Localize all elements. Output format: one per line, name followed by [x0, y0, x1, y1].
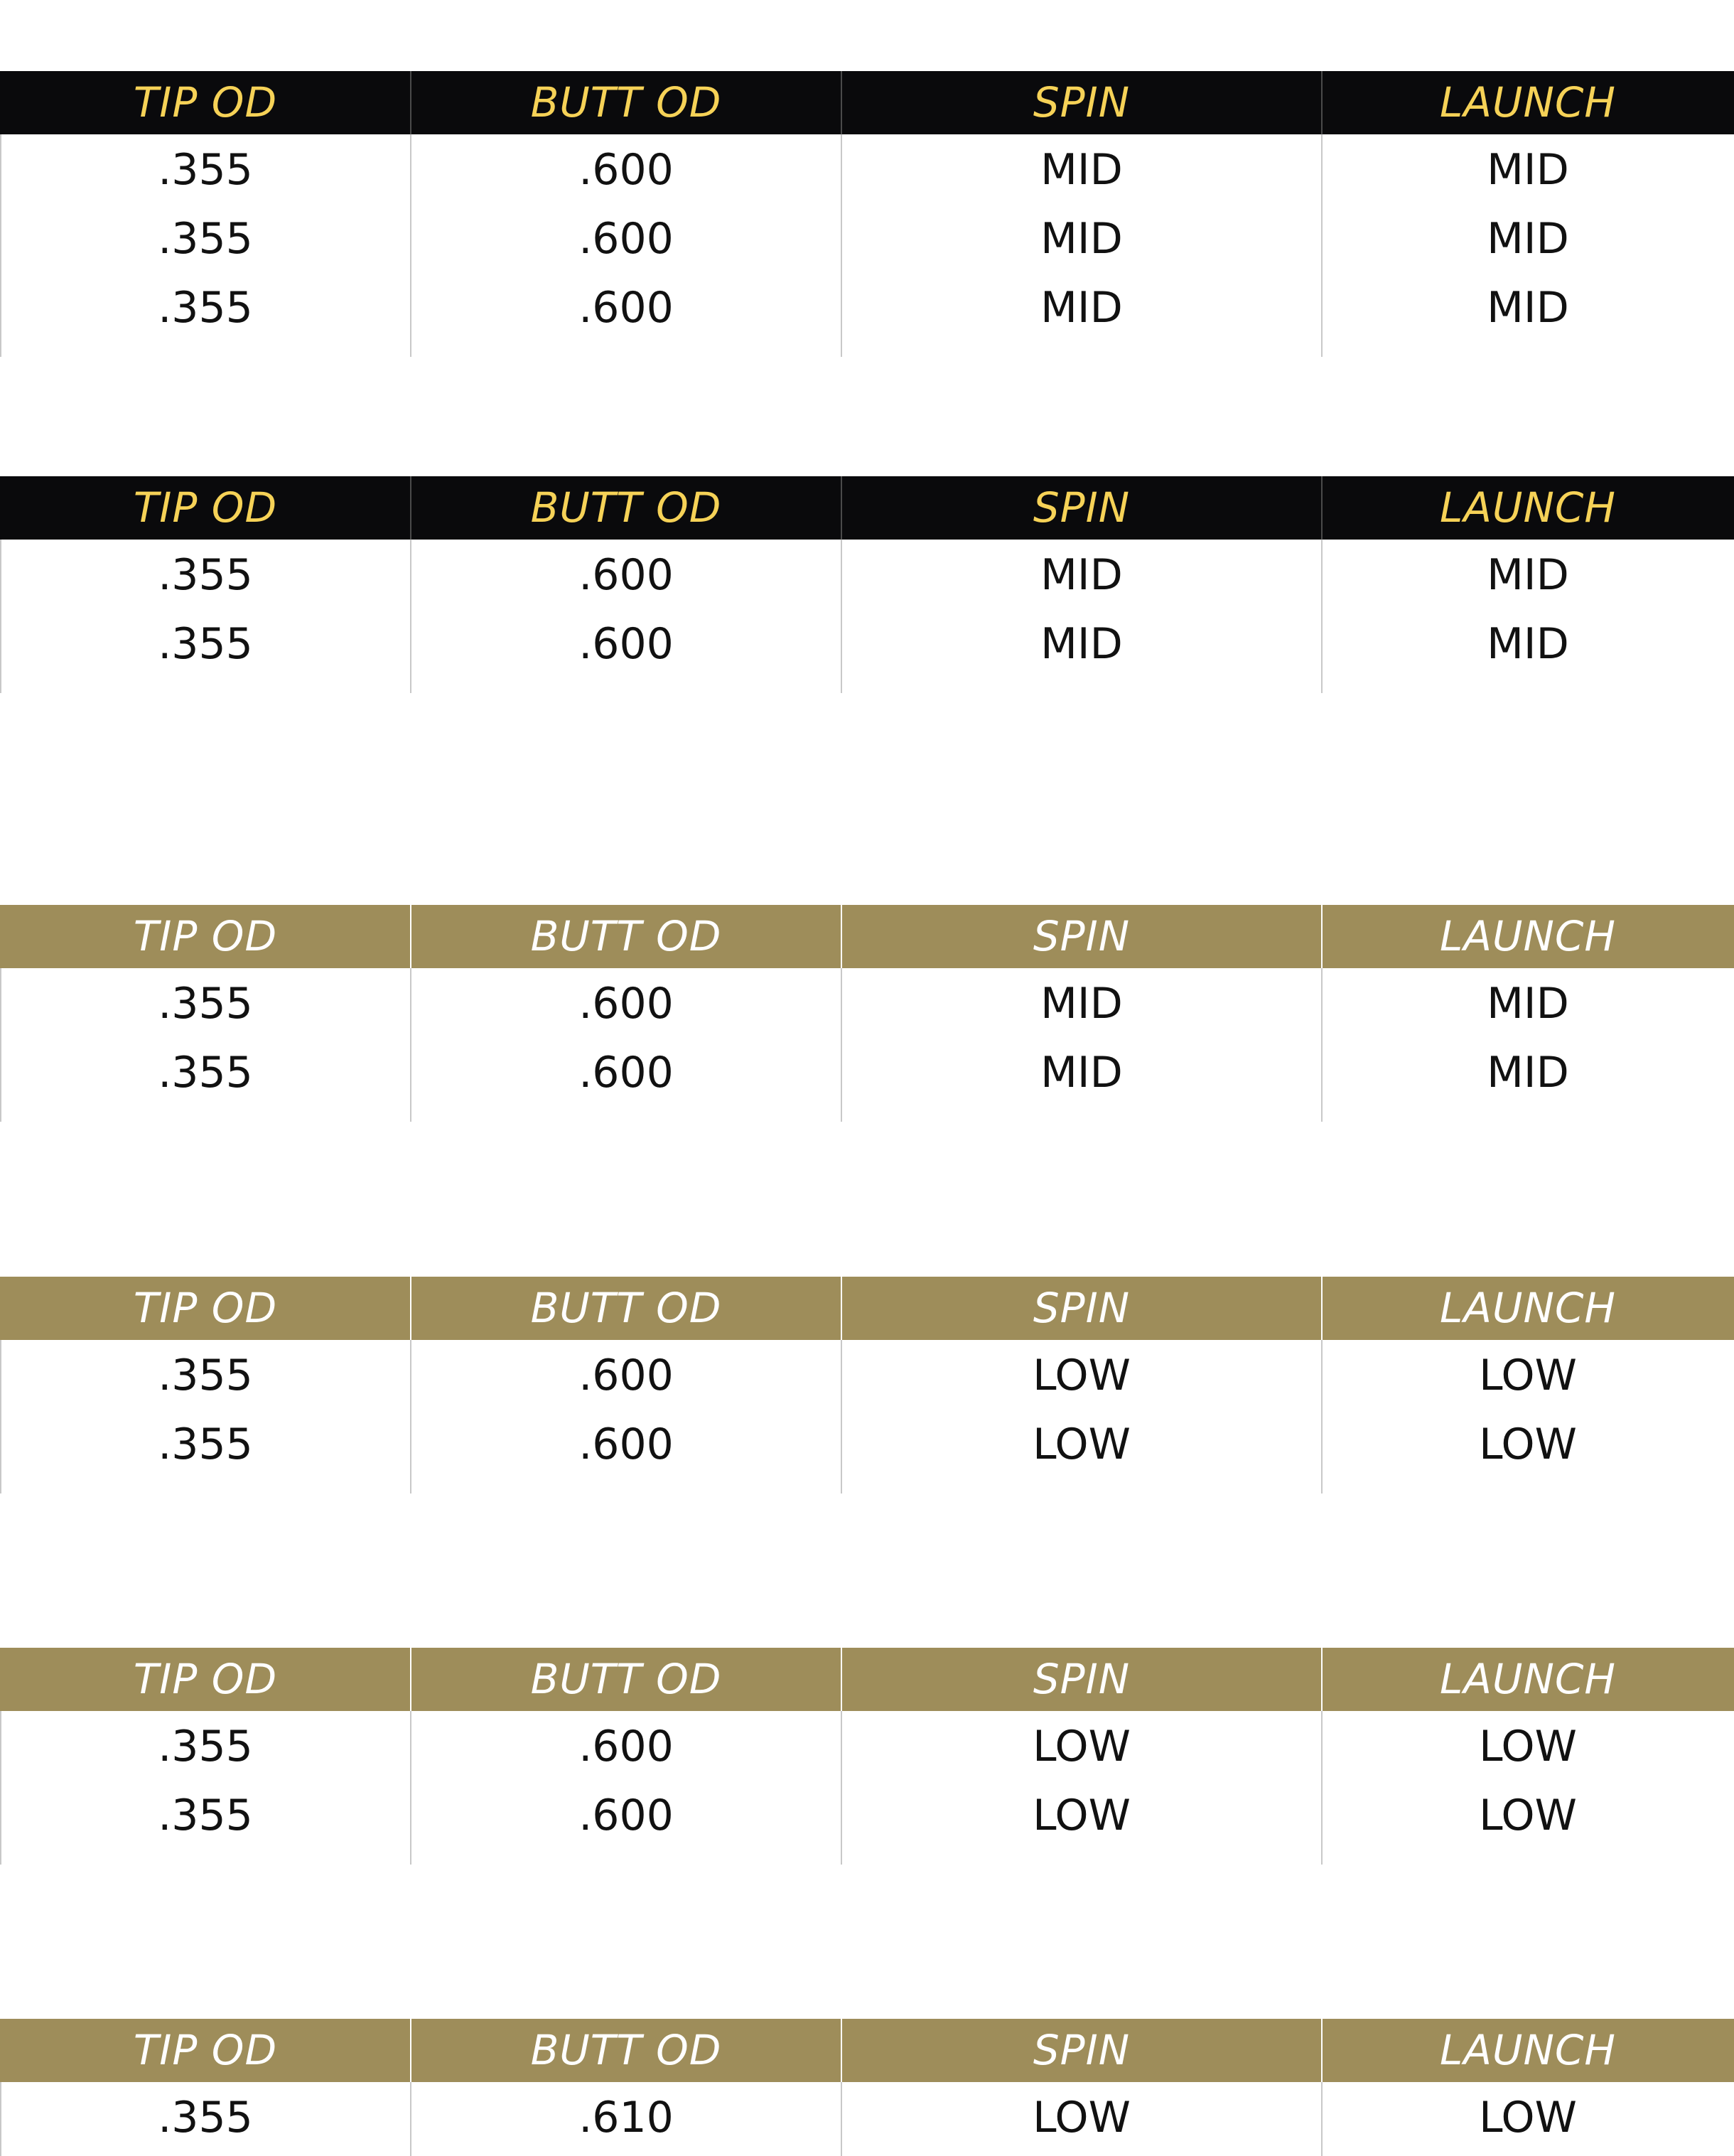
cell-butt-od: .600 — [578, 1351, 674, 1400]
cell-tip-od: .355 — [158, 2093, 253, 2142]
cell-tip-od: .355 — [158, 1048, 253, 1098]
cell-spin: LOW — [1033, 1420, 1131, 1469]
header-spin: SPIN — [1033, 1655, 1131, 1703]
header-divider — [410, 71, 411, 134]
header-spin: SPIN — [1033, 78, 1131, 127]
cell-tip-od: .355 — [158, 1420, 253, 1469]
header-butt-od: BUTT OD — [530, 78, 722, 127]
cell-butt-od: .600 — [578, 1791, 674, 1840]
header-launch: LAUNCH — [1440, 2026, 1616, 2074]
table-header-row — [0, 1648, 1734, 1711]
cell-launch: MID — [1487, 145, 1569, 195]
header-tip-od: TIP OD — [133, 2026, 278, 2074]
table-header-row — [0, 476, 1734, 540]
cell-tip-od: .355 — [158, 214, 253, 264]
header-divider — [1321, 905, 1323, 968]
cell-butt-od: .600 — [578, 214, 674, 264]
cell-butt-od: .610 — [578, 2093, 674, 2142]
cell-butt-od: .600 — [578, 1420, 674, 1469]
cell-spin: LOW — [1033, 1351, 1131, 1400]
cell-spin: MID — [1040, 1048, 1123, 1098]
cell-launch: MID — [1487, 1048, 1569, 1098]
cell-butt-od: .600 — [578, 550, 674, 600]
cell-butt-od: .600 — [578, 145, 674, 195]
table-header-row — [0, 2019, 1734, 2082]
header-divider — [410, 1648, 411, 1711]
header-tip-od: TIP OD — [133, 483, 278, 532]
header-butt-od: BUTT OD — [530, 912, 722, 960]
cell-spin: MID — [1040, 550, 1123, 600]
cell-butt-od: .600 — [578, 979, 674, 1029]
header-tip-od: TIP OD — [133, 912, 278, 960]
header-butt-od: BUTT OD — [530, 1655, 722, 1703]
header-spin: SPIN — [1033, 1284, 1131, 1332]
cell-spin: MID — [1040, 283, 1123, 333]
cell-spin: MID — [1040, 619, 1123, 669]
table-header-row — [0, 905, 1734, 968]
header-spin: SPIN — [1033, 483, 1131, 532]
header-spin: SPIN — [1033, 912, 1131, 960]
header-launch: LAUNCH — [1440, 483, 1616, 532]
header-divider — [1321, 2019, 1323, 2082]
header-divider — [410, 905, 411, 968]
cell-launch: MID — [1487, 283, 1569, 333]
cell-butt-od: .600 — [578, 619, 674, 669]
cell-tip-od: .355 — [158, 145, 253, 195]
cell-launch: LOW — [1479, 2093, 1577, 2142]
cell-spin: LOW — [1033, 1791, 1131, 1840]
header-divider — [1321, 71, 1323, 134]
cell-tip-od: .355 — [158, 1351, 253, 1400]
header-divider — [410, 2019, 411, 2082]
cell-launch: MID — [1487, 979, 1569, 1029]
cell-tip-od: .355 — [158, 1791, 253, 1840]
header-butt-od: BUTT OD — [530, 1284, 722, 1332]
cell-launch: LOW — [1479, 1791, 1577, 1840]
header-divider — [841, 2019, 842, 2082]
header-launch: LAUNCH — [1440, 1655, 1616, 1703]
cell-butt-od: .600 — [578, 283, 674, 333]
cell-tip-od: .355 — [158, 619, 253, 669]
cell-tip-od: .355 — [158, 979, 253, 1029]
header-divider — [841, 1277, 842, 1340]
header-tip-od: TIP OD — [133, 1655, 278, 1703]
header-divider — [841, 1648, 842, 1711]
header-divider — [841, 476, 842, 540]
cell-launch: MID — [1487, 214, 1569, 264]
header-divider — [841, 71, 842, 134]
cell-spin: MID — [1040, 145, 1123, 195]
cell-butt-od: .600 — [578, 1722, 674, 1771]
header-divider — [410, 1277, 411, 1340]
cell-butt-od: .600 — [578, 1048, 674, 1098]
header-divider — [1321, 1648, 1323, 1711]
table-header-row — [0, 1277, 1734, 1340]
cell-launch: LOW — [1479, 1351, 1577, 1400]
header-tip-od: TIP OD — [133, 1284, 278, 1332]
cell-spin: MID — [1040, 979, 1123, 1029]
cell-spin: MID — [1040, 214, 1123, 264]
cell-launch: MID — [1487, 619, 1569, 669]
header-launch: LAUNCH — [1440, 78, 1616, 127]
header-divider — [841, 905, 842, 968]
table-header-row — [0, 71, 1734, 134]
header-divider — [1321, 476, 1323, 540]
cell-launch: LOW — [1479, 1722, 1577, 1771]
cell-tip-od: .355 — [158, 1722, 253, 1771]
cell-launch: LOW — [1479, 1420, 1577, 1469]
cell-spin: LOW — [1033, 2093, 1131, 2142]
cell-spin: LOW — [1033, 1722, 1131, 1771]
header-spin: SPIN — [1033, 2026, 1131, 2074]
cell-tip-od: .355 — [158, 283, 253, 333]
header-butt-od: BUTT OD — [530, 2026, 722, 2074]
header-butt-od: BUTT OD — [530, 483, 722, 532]
header-divider — [410, 476, 411, 540]
cell-launch: MID — [1487, 550, 1569, 600]
header-launch: LAUNCH — [1440, 1284, 1616, 1332]
header-divider — [1321, 1277, 1323, 1340]
header-launch: LAUNCH — [1440, 912, 1616, 960]
header-tip-od: TIP OD — [133, 78, 278, 127]
cell-tip-od: .355 — [158, 550, 253, 600]
